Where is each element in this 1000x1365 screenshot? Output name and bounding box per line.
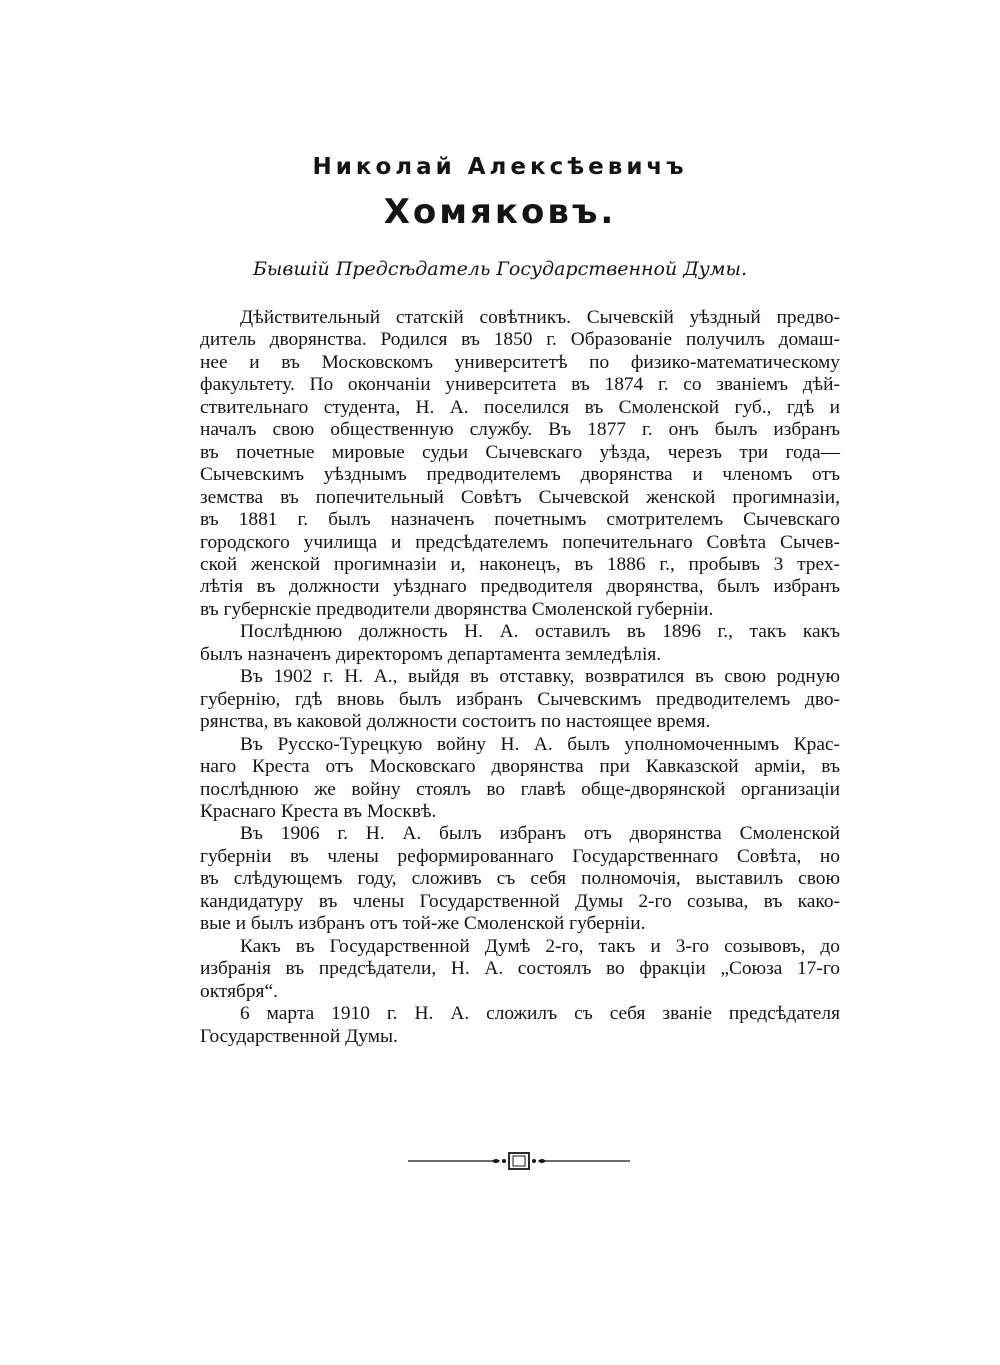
paragraph: [200, 621, 840, 666]
name-heading: Николай Алексѣевичъ: [312, 154, 688, 180]
text-line: наго Креста отъ Московскаго дворянства при Кавказской арміи, въ: [200, 756, 840, 778]
text-line: послѣднюю же войну стоялъ во главѣ обще-дворянской организаціи: [200, 778, 840, 800]
text-line: Государственной Думы.: [200, 1025, 398, 1047]
text-line: земства въ попечительный Совѣтъ Сычевской женской прогимназіи,: [200, 486, 840, 508]
text-line: ствительнаго студента, Н. А. поселился въ Смоленской губ., гдѣ и: [200, 396, 840, 418]
text-line: ской женской прогимназіи и, наконецъ, въ 1886 г., пробывъ 3 трех-: [200, 553, 840, 575]
text-line: въ слѣдующемъ году, сложивъ съ себя полномочія, выставилъ свою: [200, 868, 840, 890]
text-line: губерніи въ члены реформированнаго Государственнаго Совѣта, но: [200, 845, 840, 867]
subtitle: Бывшій Предсѣдатель Государственной Думы.: [252, 258, 748, 280]
text-line: губернію, гдѣ вновь былъ избранъ Сычевскимъ предводителемъ дво-: [200, 688, 840, 710]
text-line: въ 1881 г. былъ назначенъ почетнымъ смотрителемъ Сычевскаго: [200, 509, 840, 531]
text-line: рянства, въ каковой должности состоитъ по настоящее время.: [200, 711, 711, 733]
body-text: [200, 307, 840, 1048]
paragraph: [200, 1003, 840, 1048]
text-line: нее и въ Московскомъ университетѣ по физико-математическому: [200, 351, 840, 373]
text-line: Въ 1902 г. Н. А., выйдя въ отставку, возвратился въ свою родную: [240, 666, 840, 688]
paragraph: [200, 823, 840, 935]
text-line: факультету. По окончаніи университета въ 1874 г. со званіемъ дѣй-: [200, 374, 840, 396]
text-line: Въ 1906 г. Н. А. былъ избранъ отъ дворянства Смоленской: [240, 823, 840, 845]
paragraph: [200, 936, 840, 1003]
paragraph: [200, 307, 840, 621]
text-line: Послѣднюю должность Н. А. оставилъ въ 1896 г., такъ какъ: [240, 621, 840, 643]
text-line: Сычевскимъ уѣзднымъ предводителемъ дворянства и членомъ отъ: [200, 464, 840, 486]
text-line: избранія въ предсѣдатели, Н. А. состоялъ во фракціи „Союза 17-го: [200, 958, 840, 980]
paragraph: [200, 734, 840, 824]
text-line: въ почетные мировые судьи Сычевскаго уѣзда, черезъ три года—: [200, 441, 840, 463]
text-line: въ губернскіе предводители дворянства Смоленской губерніи.: [200, 598, 714, 620]
paragraph: [200, 666, 840, 733]
surname-heading: Хомяковъ.: [383, 192, 617, 232]
text-line: Краснаго Креста въ Москвѣ.: [200, 800, 437, 822]
text-line: октября“.: [200, 980, 278, 1002]
ornamental-divider-icon: [408, 1150, 630, 1172]
text-line: лѣтія въ должности уѣзднаго предводителя дворянства, былъ избранъ: [200, 576, 840, 598]
text-line: началъ свою общественную службу. Въ 1877 г. онъ былъ избранъ: [200, 419, 840, 441]
text-line: городского училища и предсѣдателемъ попечительнаго Совѣта Сычев-: [200, 531, 840, 553]
text-line: вые и былъ избранъ отъ той-же Смоленской губерніи.: [200, 913, 646, 935]
text-line: былъ назначенъ директоромъ департамента земледѣлія.: [200, 643, 662, 665]
text-line: 6 марта 1910 г. Н. А. сложилъ съ себя званіе предсѣдателя: [240, 1003, 840, 1025]
text-line: кандидатуру въ члены Государственной Думы 2-го созыва, въ како-: [200, 890, 840, 912]
text-line: дитель дворянства. Родился въ 1850 г. Образованіе получилъ домаш-: [200, 329, 840, 351]
text-line: Дѣйствительный статскій совѣтникъ. Сычевскій уѣздный предво-: [240, 307, 840, 328]
text-line: Въ Русско-Турецкую войну Н. А. былъ уполномоченнымъ Крас-: [240, 733, 840, 755]
text-line: Какъ въ Государственной Думѣ 2-го, такъ и 3-го созывовъ, до: [240, 935, 840, 957]
